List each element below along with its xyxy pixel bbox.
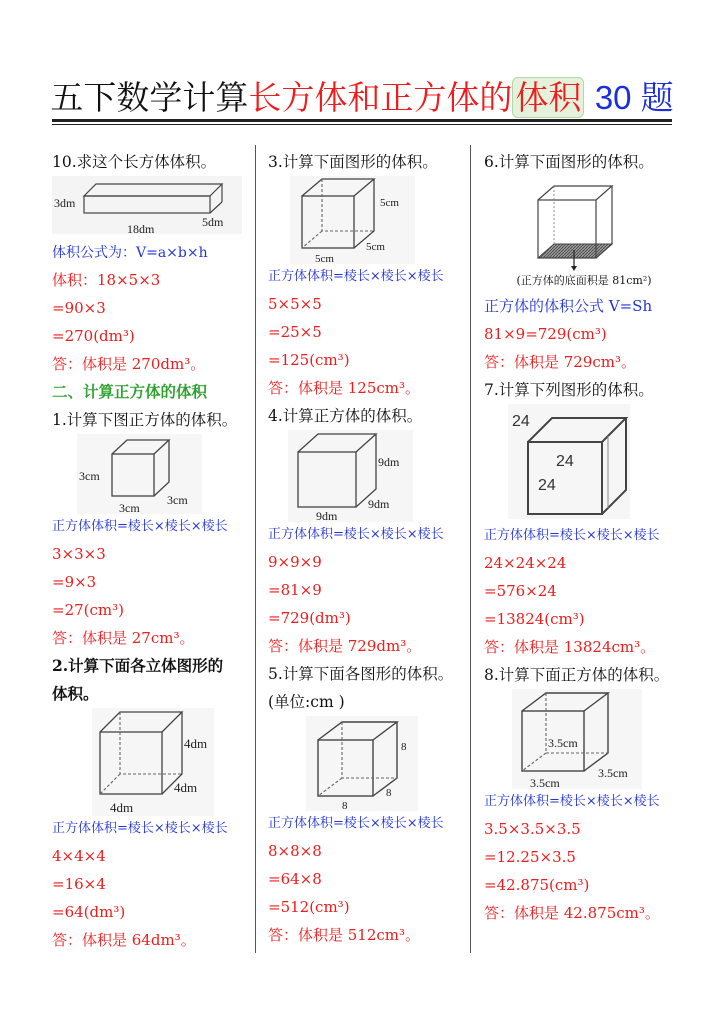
- cube-diagram: [92, 708, 214, 816]
- cube-figure: [512, 689, 684, 789]
- question-text: 6.计算下面图形的体积。: [484, 153, 654, 171]
- calc-line: =25×5: [268, 323, 322, 341]
- cube-figure: [288, 430, 468, 522]
- formula-text: 正方体体积=棱长×棱长×棱长: [268, 269, 444, 284]
- cube-base-diagram: [534, 180, 624, 272]
- question-text: 体积。: [52, 684, 99, 703]
- cube-diagram: [288, 430, 413, 522]
- cube-figure: [77, 434, 252, 514]
- problem-10: [52, 148, 252, 378]
- svg-text:9dm: 9dm: [316, 509, 338, 522]
- column-2: [268, 148, 468, 949]
- cuboid-diagram: [52, 176, 242, 234]
- column-divider: [470, 145, 471, 953]
- svg-text:5cm: 5cm: [315, 253, 334, 264]
- svg-text:5cm: 5cm: [380, 197, 399, 209]
- answer-text: 答：体积是 512cm³。: [268, 926, 421, 944]
- svg-text:4dm: 4dm: [174, 780, 198, 795]
- problem-5: [268, 660, 468, 949]
- formula-text: 正方体体积=棱长×棱长×棱长: [268, 816, 444, 831]
- svg-text:24: 24: [556, 453, 574, 470]
- page-title: [0, 76, 724, 120]
- svg-text:5cm: 5cm: [366, 241, 385, 253]
- question-text: 8.计算下面正方体的体积。: [484, 666, 670, 684]
- title-highlight: 体积: [512, 77, 584, 118]
- cuboid-figure: [52, 176, 252, 234]
- cube-diagram: [290, 176, 415, 264]
- cube-figure: [534, 180, 684, 272]
- answer-text: 答：体积是 125cm³。: [268, 379, 421, 397]
- formula-text: 体积公式为：V=a×b×h: [52, 245, 208, 261]
- svg-text:5dm: 5dm: [202, 215, 224, 229]
- calc-line: =512(cm³): [268, 898, 350, 916]
- svg-text:24: 24: [538, 477, 556, 494]
- calc-line: =9×3: [52, 573, 97, 591]
- calc-line: =125(cm³): [268, 351, 350, 369]
- figure-caption: (正方体的底面积是 81cm²): [516, 274, 652, 287]
- calc-line: =90×3: [52, 299, 106, 317]
- cube-diagram: [306, 716, 418, 811]
- problem-1: [52, 406, 252, 652]
- calc-line: 8×8×8: [268, 842, 322, 860]
- svg-text:4dm: 4dm: [184, 736, 208, 751]
- svg-text:8: 8: [342, 800, 348, 811]
- cube-figure: [508, 404, 684, 519]
- formula-text: 正方体体积=棱长×棱长×棱长: [484, 794, 660, 809]
- formula-text: 正方体体积=棱长×棱长×棱长: [484, 528, 660, 543]
- calc-line: =12.25×3.5: [484, 848, 576, 866]
- cube-figure: [290, 176, 468, 264]
- answer-text: 答：体积是 27cm³。: [52, 629, 195, 647]
- answer-text: 答：体积是 13824cm³。: [484, 638, 656, 656]
- calc-line: 3.5×3.5×3.5: [484, 820, 581, 838]
- svg-text:3cm: 3cm: [119, 501, 140, 514]
- svg-text:3cm: 3cm: [167, 493, 188, 507]
- calc-line: 24×24×24: [484, 554, 567, 572]
- calc-line: =729(dm³): [268, 609, 351, 627]
- svg-text:3dm: 3dm: [54, 196, 76, 210]
- calc-line: 5×5×5: [268, 295, 322, 313]
- calc-line: 体积：18×5×3: [52, 271, 161, 289]
- cube-figure: [306, 716, 468, 811]
- cube-figure: [92, 708, 252, 816]
- svg-text:9dm: 9dm: [378, 455, 400, 469]
- formula-text: 正方体的体积公式 V=Sh: [484, 297, 653, 315]
- title-topic: 长方体和正方体的: [248, 78, 513, 117]
- question-text: 2.计算下面各立体图形的: [52, 656, 224, 675]
- calc-line: =42.875(cm³): [484, 876, 590, 894]
- answer-text: 答：体积是 42.875cm³。: [484, 904, 660, 922]
- svg-text:3.5cm: 3.5cm: [598, 766, 628, 780]
- svg-text:3.5cm: 3.5cm: [548, 736, 578, 750]
- calc-line: =27(cm³): [52, 601, 124, 619]
- calc-line: =16×4: [52, 875, 106, 893]
- calc-line: =64×8: [268, 870, 322, 888]
- svg-text:8: 8: [386, 787, 392, 799]
- title-count: 30 题: [594, 79, 674, 116]
- column-3: [484, 148, 684, 927]
- problem-8: [484, 661, 684, 927]
- title-prefix: 五下数学计算: [50, 78, 249, 117]
- unit-note: (单位:cm ): [268, 693, 345, 711]
- svg-text:8: 8: [401, 741, 407, 753]
- answer-text: 答：体积是 270dm³。: [52, 355, 206, 373]
- svg-text:4dm: 4dm: [110, 800, 134, 815]
- cube-diagram: [512, 689, 642, 789]
- calc-line: =576×24: [484, 582, 557, 600]
- calc-line: 81×9=729(cm³): [484, 325, 607, 343]
- calc-line: 3×3×3: [52, 545, 106, 563]
- calc-line: 4×4×4: [52, 847, 106, 865]
- section-heading: 二、计算正方体的体积: [52, 382, 208, 401]
- svg-text:18dm: 18dm: [127, 222, 155, 234]
- calc-line: =81×9: [268, 581, 322, 599]
- formula-text: 正方体体积=棱长×棱长×棱长: [52, 821, 228, 836]
- problem-2: [52, 652, 252, 954]
- svg-text:24: 24: [512, 413, 530, 430]
- svg-text:3cm: 3cm: [79, 469, 100, 483]
- problem-6: [484, 148, 684, 376]
- question-text: 5.计算下面各图形的体积。: [268, 665, 454, 683]
- problem-3: [268, 148, 468, 402]
- formula-text: 正方体体积=棱长×棱长×棱长: [268, 527, 444, 542]
- problem-7: [484, 376, 684, 661]
- question-text: 3.计算下面图形的体积。: [268, 153, 438, 171]
- answer-text: 答：体积是 729dm³。: [268, 637, 422, 655]
- title-rule-thin: [52, 124, 672, 125]
- question-text: 4.计算正方体的体积。: [268, 407, 423, 425]
- column-divider: [255, 145, 256, 953]
- svg-text:3.5cm: 3.5cm: [530, 776, 560, 789]
- answer-text: 答：体积是 729cm³。: [484, 353, 637, 371]
- problem-4: [268, 402, 468, 660]
- calc-line: =270(dm³): [52, 327, 135, 345]
- cube-diagram: [508, 404, 630, 519]
- calc-line: =13824(cm³): [484, 610, 585, 628]
- formula-text: 正方体体积=棱长×棱长×棱长: [52, 519, 228, 534]
- question-text: 1.计算下图正方体的体积。: [52, 411, 238, 429]
- answer-text: 答：体积是 64dm³。: [52, 931, 196, 949]
- title-rule-thick: [52, 119, 672, 122]
- svg-text:9dm: 9dm: [368, 497, 390, 511]
- calc-line: =64(dm³): [52, 903, 126, 921]
- question-text: 10.求这个长方体体积。: [52, 153, 217, 171]
- calc-line: 9×9×9: [268, 553, 322, 571]
- cube-diagram: [77, 434, 202, 514]
- question-text: 7.计算下列图形的体积。: [484, 381, 654, 399]
- column-1: [52, 148, 252, 954]
